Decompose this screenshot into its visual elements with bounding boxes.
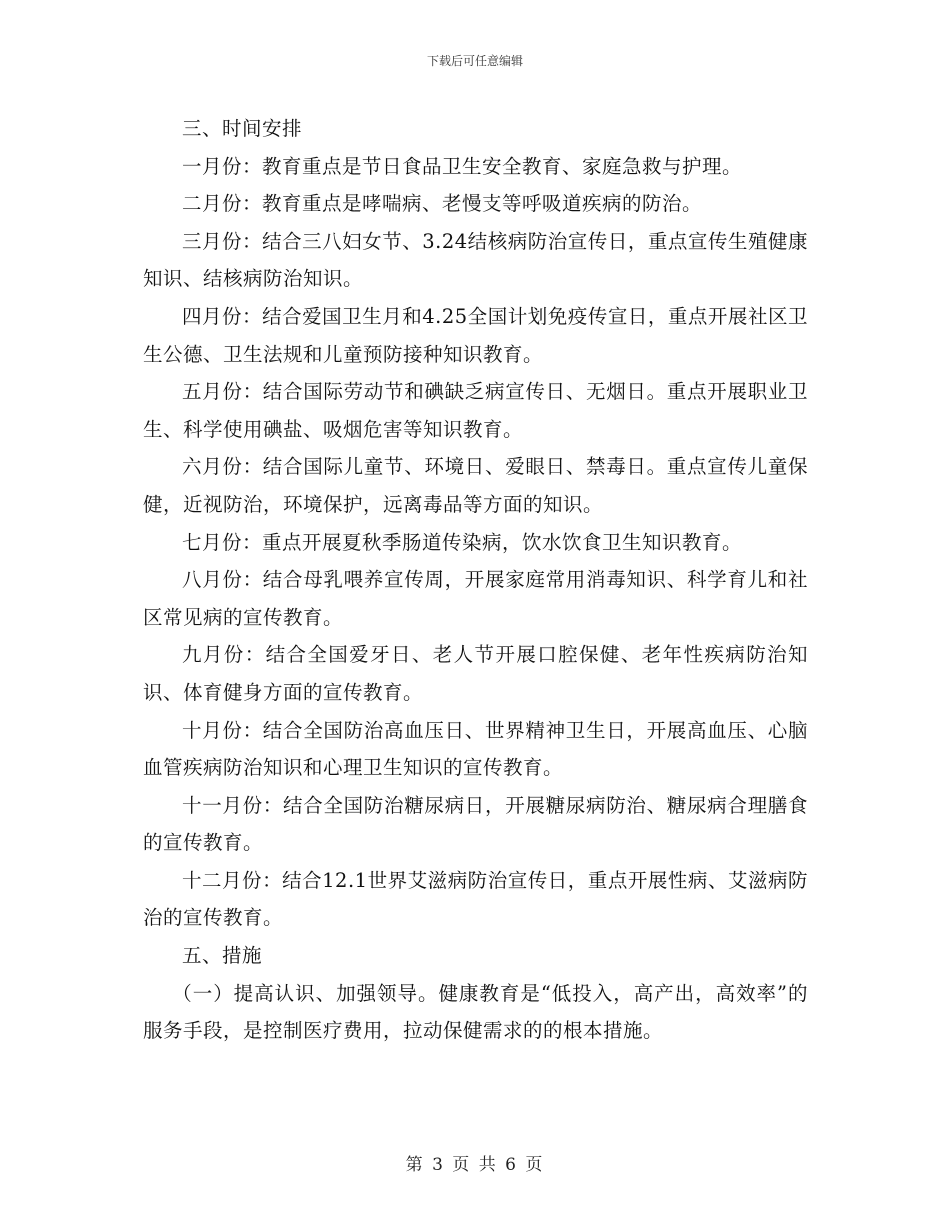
paragraph-september: 九月份：结合全国爱牙日、老人节开展口腔保健、老年性疾病防治知识、体育健身方面的宣传教育。 <box>143 643 808 704</box>
paragraph-may: 五月份：结合国际劳动节和碘缺乏病宣传日、无烟日。重点开展职业卫生、科学使用碘盐、吸烟危害等知识教育。 <box>143 380 808 441</box>
paragraph-july: 七月份：重点开展夏秋季肠道传染病，饮水饮食卫生知识教育。 <box>182 530 743 554</box>
paragraph-april: 四月份：结合爱国卫生月和4.25全国计划免疫传宣日，重点开展社区卫生公德、卫生法规和儿童预防接种知识教育。 <box>143 304 808 366</box>
page-header: 下载后可任意编辑 <box>426 54 523 68</box>
document-body <box>143 110 808 1050</box>
paragraph-november: 十一月份：结合全国防治糖尿病日，开展糖尿病防治、糖尿病合理膳食的宣传教育。 <box>143 793 808 855</box>
paragraph-june: 六月份：结合国际儿童节、环境日、爱眼日、禁毒日。重点宣传儿童保健，近视防治，环境保护，远离毒品等方面的知识。 <box>143 455 808 516</box>
section-heading-measures: 五、措施 <box>182 944 263 968</box>
paragraph-august: 八月份：结合母乳喂养宣传周，开展家庭常用消毒知识、科学育儿和社区常见病的宣传教育。 <box>143 568 808 629</box>
section-heading-schedule: 三、时间安排 <box>182 117 303 140</box>
paragraph-october: 十月份：结合全国防治高血压日、世界精神卫生日，开展高血压、心脑血管疾病防治知识和心理卫生知识的宣传教育。 <box>143 718 808 780</box>
paragraph-february: 二月份：教育重点是哮喘病、老慢支等呼吸道疾病的防治。 <box>182 192 703 216</box>
page-footer: 第 3 页 共 6 页 <box>405 1155 545 1175</box>
paragraph-measure-1: （一）提高认识、加强领导。健康教育是“低投入，高产出，高效率”的服务手段，是控制医疗费用，拉动保健需求的的根本措施。 <box>143 981 808 1043</box>
paragraph-december: 十二月份：结合12.1世界艾滋病防治宣传日，重点开展性病、艾滋病防治的宣传教育。 <box>143 868 808 930</box>
paragraph-january: 一月份：教育重点是节日食品卫生安全教育、家庭急救与护理。 <box>182 154 743 178</box>
paragraph-march: 三月份：结合三八妇女节、3.24结核病防治宣传日，重点宣传生殖健康知识、结核病防治知识。 <box>143 229 808 291</box>
